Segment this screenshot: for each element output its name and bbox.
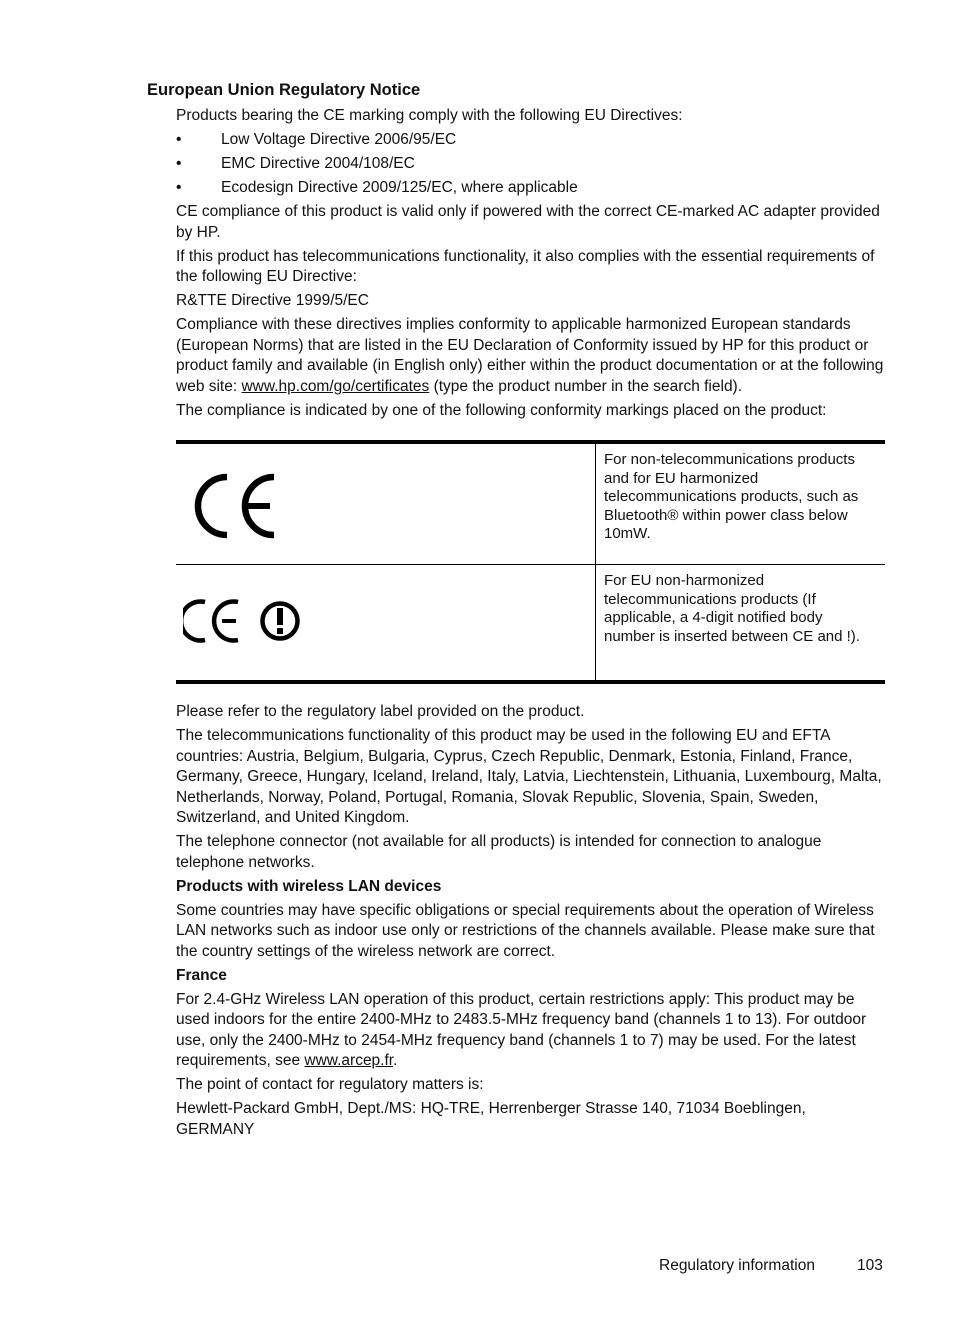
- document-body: [176, 106, 888, 1144]
- france-heading: France: [176, 966, 227, 984]
- arcep-link[interactable]: www.arcep.fr: [304, 1052, 394, 1069]
- table-cell-description: For non-telecommunications products and for EU harmonized telecommunications products, such as Bluetooth® within power class below 10mW.: [604, 451, 859, 542]
- compliance-text: Compliance with these directives implies conformity to applicable harmonized European standards (European Norms) that are listed in the EU Declaration of Conformity issued by HP for this product or product family and available (in English only) either within the product documentation or at the following web site:: [176, 316, 884, 395]
- section-heading: European Union Regulatory Notice: [147, 81, 421, 99]
- table-row: [176, 564, 885, 680]
- france-text-end: .: [393, 1052, 398, 1069]
- compliance-paragraph: [176, 315, 888, 397]
- compliance-text-end: (type the product number in the search field).: [429, 377, 743, 395]
- label-paragraph: Please refer to the regulatory label provided on the product.: [176, 703, 585, 720]
- bullet-icon: •: [176, 179, 182, 196]
- countries-paragraph: The telecommunications functionality of this product may be used in the following EU and EFTA countries: Austria, Belgium, Bulgaria, Cyprus, Czech Republic, Denmark, Estonia, Finland, France, Germany, Greece, Hungary, Iceland, Ireland, Italy, Latvia, Liechtenstein, Lithuania, Luxembourg, Malta, Netherlands, Norway, Poland, Portugal, Romania, Slovak Republic, Slovenia, Spain, Sweden, Switzerland, and United Kingdom.: [176, 727, 882, 826]
- ce-alert-mark-icon: [183, 598, 308, 648]
- connector-paragraph: The telephone connector (not available for all products) is intended for connection to analogue telephone networks.: [176, 833, 822, 871]
- markings-paragraph: The compliance is indicated by one of the following conformity markings placed on the product:: [176, 401, 827, 419]
- contact-paragraph: The point of contact for regulatory matters is:: [176, 1076, 484, 1093]
- bullet-icon: •: [176, 155, 182, 172]
- rtte-paragraph: R&TTE Directive 1999/5/EC: [176, 292, 369, 309]
- ce-mark-icon: [194, 472, 284, 542]
- bullet-icon: •: [176, 131, 182, 148]
- list-item-text: Ecodesign Directive 2009/125/EC, where applicable: [221, 179, 578, 196]
- table-row: [176, 444, 885, 564]
- list-item: [176, 130, 888, 151]
- table-cell-description: For EU non-harmonized telecommunications products (If applicable, a 4-digit notified body number is inserted between CE and !).: [604, 572, 860, 645]
- france-paragraph: [176, 990, 888, 1072]
- table-cell-mark: [176, 444, 596, 564]
- wlan-heading: Products with wireless LAN devices: [176, 877, 442, 895]
- list-item: [176, 178, 888, 199]
- list-item-text: Low Voltage Directive 2006/95/EC: [221, 131, 457, 148]
- list-item-text: EMC Directive 2004/108/EC: [221, 155, 415, 172]
- footer-section-title: Regulatory information: [659, 1257, 815, 1274]
- adapter-paragraph: CE compliance of this product is valid only if powered with the correct CE-marked AC adapter provided by HP.: [176, 203, 880, 241]
- page-number: 103: [857, 1257, 883, 1274]
- list-item: [176, 154, 888, 175]
- france-text: For 2.4-GHz Wireless LAN operation of this product, certain restrictions apply: This product may be used indoors for the entire 2400-MHz to 2483.5-MHz frequency band (channels 1 to 13). For outdoor use, only the 2400-MHz to 2454-MHz frequency band (channels 1 to 7) may be used. For the latest requirements, see: [176, 990, 867, 1069]
- certificates-link[interactable]: www.hp.com/go/certificates: [241, 377, 430, 395]
- intro-paragraph: Products bearing the CE marking comply with the following EU Directives:: [176, 107, 683, 124]
- telecom-paragraph: If this product has telecommunications functionality, it also complies with the essential requirements of the following EU Directive:: [176, 247, 875, 285]
- conformity-markings-table: [176, 440, 885, 684]
- table-cell-mark: [176, 565, 596, 680]
- wlan-paragraph: Some countries may have specific obligations or special requirements about the operation of Wireless LAN networks such as indoor use only or restrictions of the channels available. Please make sure that the country settings of the wireless network are correct.: [176, 901, 875, 960]
- address-paragraph: Hewlett-Packard GmbH, Dept./MS: HQ-TRE, Herrenberger Strasse 140, 71034 Boeblingen, GERMANY: [176, 1100, 806, 1138]
